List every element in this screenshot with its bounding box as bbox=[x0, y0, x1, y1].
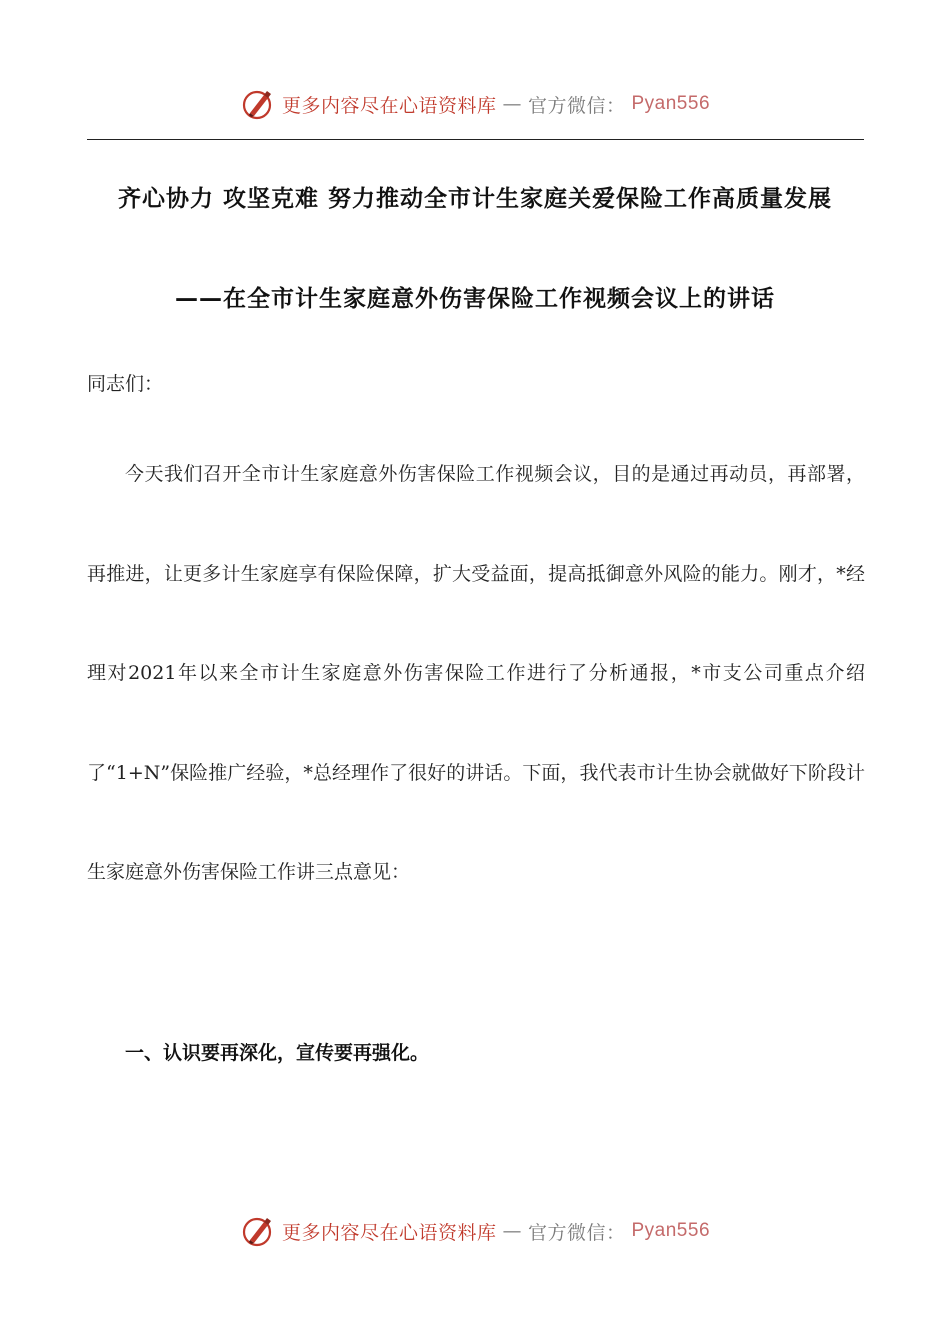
watermark-brand: 更多内容尽在心语资料库 bbox=[281, 94, 497, 117]
header-watermark bbox=[0, 86, 950, 122]
pen-logo-icon bbox=[240, 86, 276, 122]
watermark-id: Pyan556 bbox=[631, 93, 711, 114]
watermark-id: Pyan556 bbox=[631, 1220, 711, 1241]
watermark-dash: — bbox=[502, 93, 522, 115]
section-heading: 一、认识要再深化，宣传要再强化。 bbox=[125, 1042, 430, 1064]
body-paragraph: 今天我们召开全市计生家庭意外伤害保险工作视频会议，目的是通过再动员，再部署，再推进，让更多计生家庭享有保险保障，扩大受益面，提高抵御意外风险的能力。刚才，*经理对2021年以来全市计生家庭意外伤害保险工作进行了分析通报，*市支公司重点介绍了“1+N”保险推广经验，*总经理作了很好的讲话。下面，我代表市计生协会就做好下阶段计生家庭意外伤害保险工作讲三点意见： bbox=[87, 463, 865, 883]
greeting: 同志们： bbox=[87, 373, 164, 395]
watermark-brand: 更多内容尽在心语资料库 bbox=[281, 1221, 497, 1244]
watermark-label: 官方微信： bbox=[527, 1221, 626, 1244]
document-title: 齐心协力 攻坚克难 努力推动全市计生家庭关爱保险工作高质量发展 bbox=[117, 186, 832, 212]
document-subtitle: ——在全市计生家庭意外伤害保险工作视频会议上的讲话 bbox=[175, 286, 775, 312]
header-divider bbox=[87, 139, 864, 140]
pen-logo-icon bbox=[240, 1213, 276, 1249]
watermark-label: 官方微信： bbox=[527, 94, 626, 117]
watermark-dash: — bbox=[502, 1220, 522, 1242]
footer-watermark bbox=[0, 1213, 950, 1249]
